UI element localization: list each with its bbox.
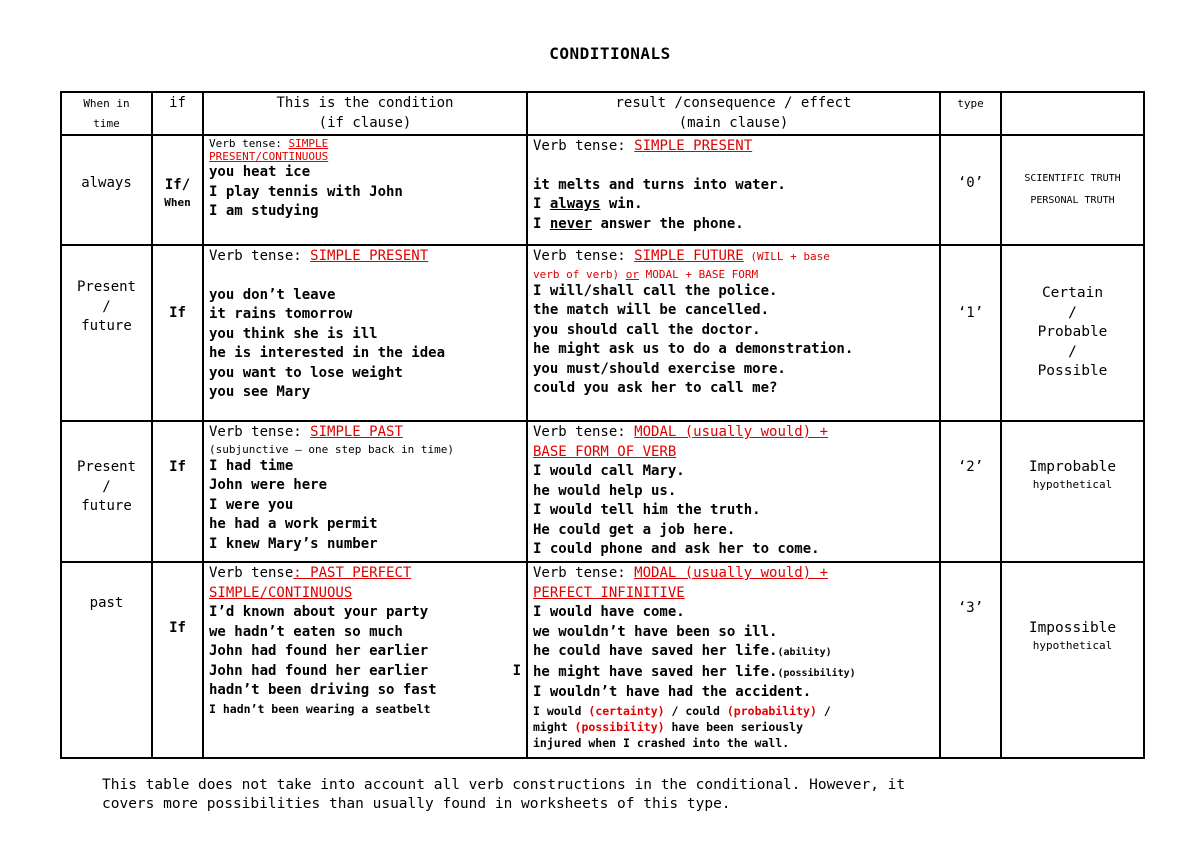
result-cell: Verb tense: MODAL (usually would) + BASE FORM OF VERB I would call Mary. he would help us. I would tell him the truth. He could get a job here. I could phone and ask her to come. [527,421,940,562]
header-row [61,92,1144,135]
header-result: result /consequence / effect (main clause) [527,92,940,135]
description-cell: Improbable hypothetical [1001,421,1144,562]
header-condition: This is the condition (if clause) [203,92,527,135]
description-cell: Certain / Probable / Possible [1001,245,1144,421]
result-cell: Verb tense: MODAL (usually would) + PERFECT INFINITIVE I would have come. we wouldn’t have been so ill. he could have saved her life.(ability) he might have saved her life.(possibility) I wouldn’t have had the accident. I would (certainty) / could (probability) / might (possibility) have been seriously injured when I crashed into the wall. [527,562,940,758]
description-cell: Impossible hypothetical [1001,562,1144,758]
conditionals-table [60,91,1145,759]
type-cell: ‘1’ [940,245,1001,421]
header-description [1001,92,1144,135]
footer-note: This table does not take into account all verb constructions in the conditional. However, it covers more possibilities than usually found in worksheets of this type. [102,777,906,812]
condition-cell: Verb tense: SIMPLE PRESENT/CONTINUOUS you heat ice I play tennis with John I am studying [203,135,527,245]
type-cell: ‘2’ [940,421,1001,562]
if-cell: If [152,245,203,421]
result-cell: Verb tense: SIMPLE FUTURE (WILL + base verb of verb) or MODAL + BASE FORM I will/shall call the police. the match will be cancelled. you should call the doctor. he might ask us to do a demonstration. you must/should exercise more. could you ask her to call me? [527,245,940,421]
when-cell: past [61,562,152,758]
when-cell: Present / future [61,245,152,421]
if-cell: If [152,421,203,562]
if-cell: If/ When [152,135,203,245]
type-cell: ‘3’ [940,562,1001,758]
description-cell: SCIENTIFIC TRUTH PERSONAL TRUTH [1001,135,1144,245]
page-title: CONDITIONALS [549,44,671,63]
result-cell: Verb tense: SIMPLE PRESENT it melts and turns into water. I always win. I never answer the phone. [527,135,940,245]
table-row-type-3 [61,562,1144,758]
header-type: type [940,92,1001,135]
when-cell: Present / future [61,421,152,562]
header-when: When in time [61,92,152,135]
header-if: if [152,92,203,135]
when-cell: always [61,135,152,245]
if-cell: If [152,562,203,758]
table-row-type-0 [61,135,1144,245]
table-row-type-1 [61,245,1144,421]
condition-cell: Verb tense: PAST PERFECT SIMPLE/CONTINUOUS I’d known about your party we hadn’t eaten so much John had found her earlier John had found her earlier I hadn’t been driving so fast I hadn’t been wearing a seatbelt [203,562,527,758]
condition-cell: Verb tense: SIMPLE PAST (subjunctive – one step back in time) I had time John were here I were you he had a work permit I knew Mary’s number [203,421,527,562]
table-row-type-2 [61,421,1144,562]
condition-cell: Verb tense: SIMPLE PRESENT you don’t leave it rains tomorrow you think she is ill he is interested in the idea you want to lose weight you see Mary [203,245,527,421]
type-cell: ‘0’ [940,135,1001,245]
